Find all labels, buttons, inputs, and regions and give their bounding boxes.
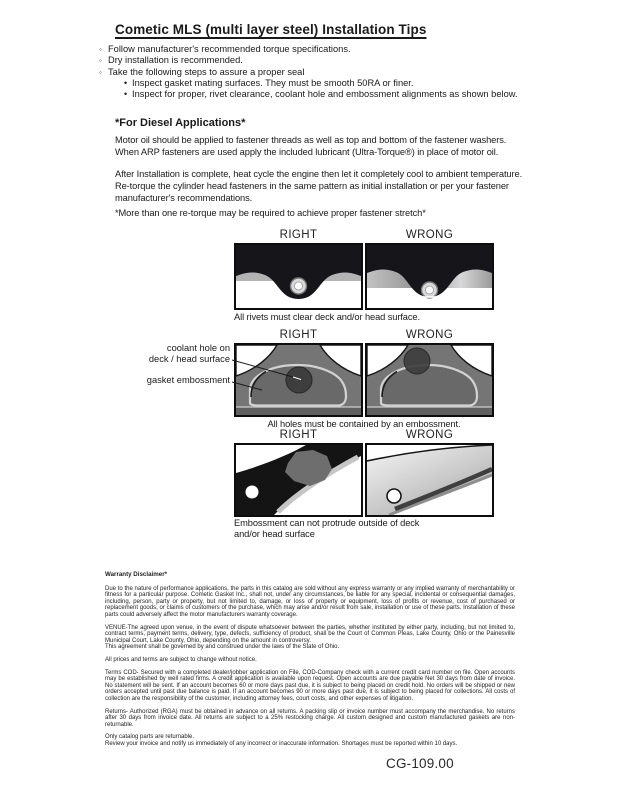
list-item [99,55,559,66]
rivet-right-illustration [236,245,361,308]
open-circle-bullet-icon: ◦ [99,45,102,54]
list-item [124,78,564,89]
holes-embossment-right-diagram [234,343,363,417]
catalog-parts-line: Only catalog parts are returnable. [105,734,195,741]
dot-bullet-icon: • [124,78,128,88]
dot-bullet-icon: • [124,89,128,100]
diesel-heading: *For Diesel Applications* [115,117,246,129]
sub-bullet-list [124,78,564,101]
holes-right-illustration [236,345,361,415]
protrusion-wrong-illustration [367,445,492,515]
holes-wrong-illustration [367,345,492,415]
prices-terms-line: All prices and terms are subject to change without notice. [105,656,257,663]
terms-cod-paragraph: Terms COD- Secured with a completed dealer/jobber application on File, COD-Company check with a current credit card number on file. Open accounts may be established by well rated firms. A credit application is available upon request. Open accounts are due payable Net 30 days from date of invoice. No statement will be sent. If an account becomes 60 or more days past due, it is subject to being placed on credit hold. No orders will be shipped or new orders accepted until past due balance is paid. If an account becomes 90 or more days past due, it is subject to being placed for collections. All costs of collection are the responsibility of the customer, including attorney fees, court costs, and other expenses of litigation. [105,669,515,702]
retorque-note: *More than one re-torque may be required to achieve proper fastener stretch* [115,208,426,218]
bullet-text: Take the following steps to assure a proper seal [108,66,305,77]
coolant-hole-label: coolant hole on deck / head surface [148,343,230,364]
bullet-text: Inspect gasket mating surfaces. They must be smooth 50RA or finer. [132,78,414,88]
rivet-clearance-wrong-diagram [365,243,494,310]
protrusion-right-illustration [236,445,361,515]
holes-caption: All holes must be contained by an embossment. [267,419,461,429]
list-item [124,89,564,100]
page-code: CG-109.00 [386,756,454,771]
gasket-embossment-label: gasket embossment [146,375,230,385]
rivet-wrong-illustration [367,245,492,308]
bullet-text: Dry installation is recommended. [108,55,243,66]
list-item [99,44,559,55]
venue-paragraph: VENUE-The agreed upon venue, in the event of dispute whatsoever between the parties, whether instituted by either party, including, but not limited to, contract terms, payment terms, delivery, type, defects, sufficiency of product, shall be the Court of Common Pleas, Lake County, Ohio or the Painesville Municipal Court, Lake County, Ohio, depending on the amount in controversy. [105,624,515,644]
wrong-label: WRONG [405,429,454,441]
returns-paragraph: Returns- Authorized (RGA) must be obtained in advance on all returns. A packing slip or invoice number must accompany the merchandise. No returns after 30 days from invoice date. All returns are subject to a 25% restocking charge. All custom designed and custom manufactured gaskets are non-returnable. [105,708,515,728]
protrusion-wrong-diagram [365,443,494,517]
diesel-paragraph-1: Motor oil should be applied to fastener threads as well as top and bottom of the fastener washers. When ARP fasteners are used apply the included lubricant (Ultra-Torque®) in place of motor oil. [115,135,507,158]
list-item [99,67,559,78]
open-circle-bullet-icon: ◦ [99,56,102,66]
wrong-label: WRONG [405,329,454,341]
warranty-heading: Warranty Disclaimer* [105,571,168,578]
rivet-clearance-right-diagram [234,243,363,310]
page-title: Cometic MLS (multi layer steel) Installation Tips [115,22,427,37]
embossment-caption: Embossment can not protrude outside of deck and/or head surface [234,518,420,540]
right-label: RIGHT [279,229,318,241]
rivet-caption: All rivets must clear deck and/or head surface. [234,312,420,322]
holes-embossment-wrong-diagram [365,343,494,417]
wrong-label: WRONG [405,229,454,241]
right-label: RIGHT [279,429,318,441]
invoice-review-line: Review your invoice and notify us immediately of any incorrect or inaccurate information. Shortages must be reported within 10 days. [105,740,458,747]
warranty-paragraph: Due to the nature of performance applications, the parts in this catalog are sold without any express warranty or any implied warranty of merchantability or fitness for a particular purpose. Cometic Gasket Inc., shall not, under any circumstances, be liable for any special, incidental or consequential damages, including, person, party or property, but not limited to, damage, or loss of property or equipment, loss of profits or revenue, cost of purchased or replacement goods, or claims of customers of the purchase, which may arise and/or result from sale, installation or use of these parts. Installation of these parts could adversely affect the motor manufacturers warranty coverage. [105,585,515,618]
bullet-text: Inspect for proper, rivet clearance, coolant hole and embossment alignments as shown below. [132,89,518,100]
governing-law-line: This agreement shall be governed by and construed under the laws of the State of Ohio. [105,644,340,651]
legal-section [105,572,515,753]
protrusion-right-diagram [234,443,363,517]
bullet-text: Follow manufacturer's recommended torque specifications. [108,44,351,54]
open-circle-bullet-icon: ◦ [99,67,102,77]
diesel-paragraph-2: After Installation is complete, heat cycle the engine then let it completely cool to ambient temperature. Re-torque the cylinder head fasteners in the same pattern as initial installation or per your fastener manufacturer's recommendations. [115,169,523,204]
right-label: RIGHT [279,329,318,341]
bullet-list [99,44,559,78]
